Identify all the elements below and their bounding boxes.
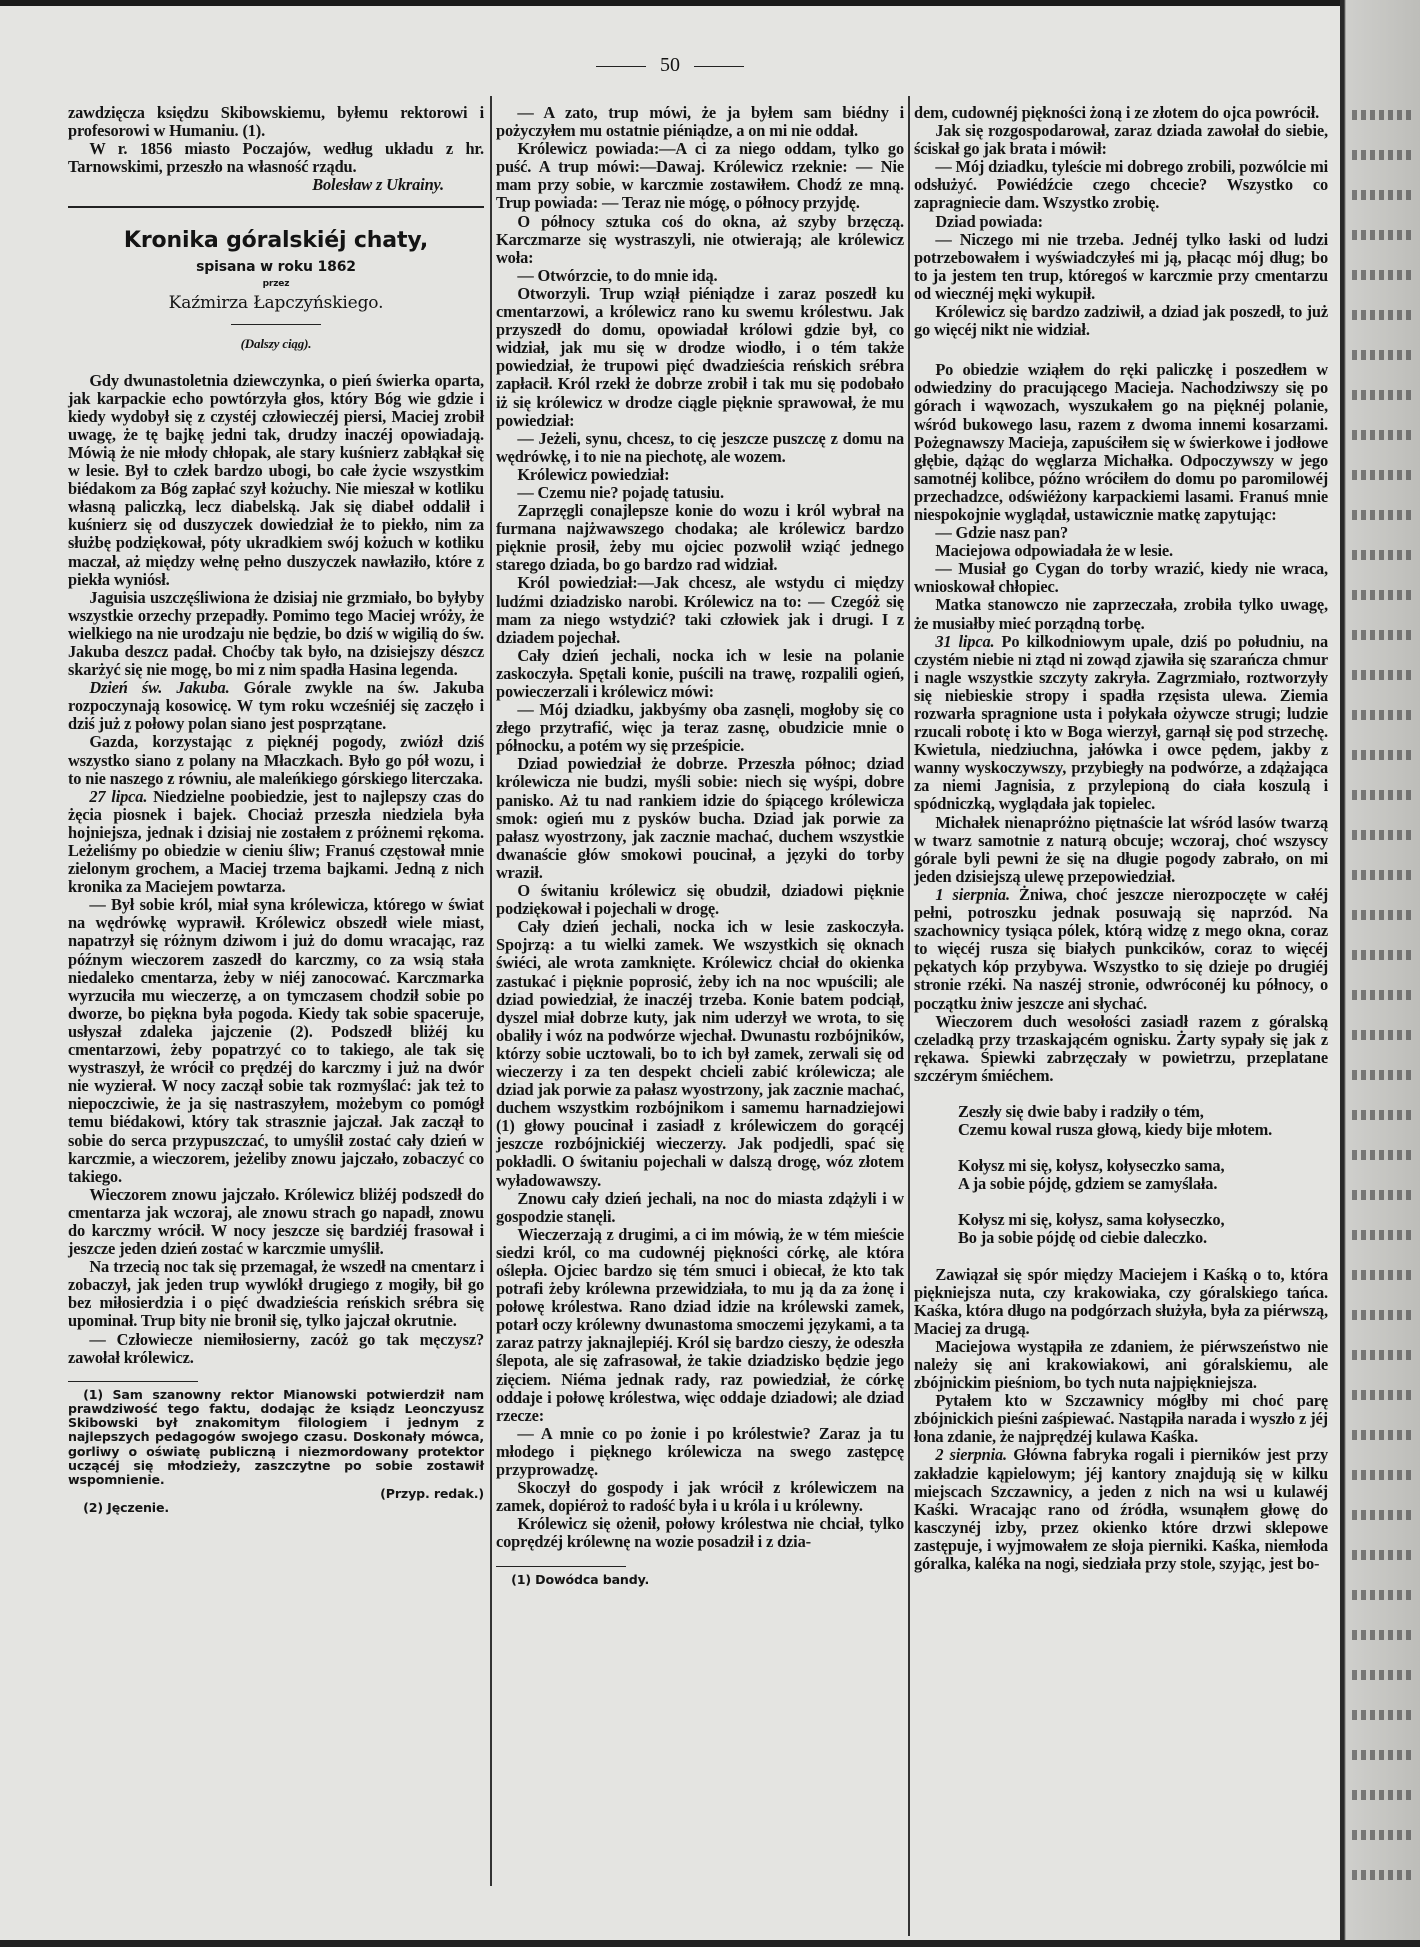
article-title: Kronika góralskiéj chaty, — [123, 228, 429, 254]
adjacent-text-fragment — [1352, 1710, 1412, 1720]
paragraph — [68, 104, 484, 140]
paragraph — [914, 814, 1328, 886]
page-number-text: 50 — [660, 54, 680, 76]
paragraph — [496, 918, 904, 1189]
paragraph-text: Jaguisia uszczęśliwiona że dzisiaj nie grzmiało, bo byłyby wszystkie orzechy przepadły. Pomimo tego Maciej wróży, że wielkiego na nie urodzaju nie będzie, bo dziś w wigilią do św. Jakuba deszcz padał. Choćby tak było, na dzisiejszy dészcz skarżyć się nie mogę, bo mi z nim spadła Hasina legenda. — [68, 587, 484, 680]
paragraph — [68, 1186, 484, 1258]
paragraph — [68, 679, 484, 733]
verse-line: Bo ja sobie pójdę od ciebie daleczko. — [958, 1228, 1207, 1248]
paragraph-text: Wieczorem znowu jajczało. Królewicz bliżéj podszedł do cmentarza jak wczoraj, ale znowu strach go napadł, znowu do karczmy wrócił. W nocy jeszcze się bardziéj frasował i jeszcze jeden dzień zostać w karczmie umyślił. — [68, 1184, 484, 1259]
paragraph — [914, 361, 1328, 524]
paragraph — [496, 484, 904, 502]
paragraph — [914, 886, 1328, 1013]
verse-gap — [914, 1139, 1328, 1157]
paragraph — [496, 466, 904, 484]
paragraph-text: Maciejowa odpowiadała że w lesie. — [935, 541, 1173, 561]
paragraph-text: — Człowiecze niemiłosierny, zacóż go tak męczysz? zawołał królewicz. — [68, 1329, 484, 1367]
adjacent-text-fragment — [1352, 350, 1412, 360]
paragraph — [68, 1501, 484, 1515]
adjacent-text-fragment — [1352, 430, 1412, 440]
adjacent-text-fragment — [1352, 590, 1412, 600]
paragraph-text: Otworzyli. Trup wziął piéniądze i zaraz poszedł ku cmentarzowi, a królewicz rano ku swemu królestwu. Jak przyszedł do domu, opowiadał królowi gdzie był, co widział, jak mu się w drodze wiodło, i o tém także powiedział, że trupowi pięć dwadzieścia reńskich srébra zapłacił. Król rzekł że dobrze zrobił i tak mu się podobało iż się królewicz w drodze ciągle pięknie sprawował, że mu powiedział: — [496, 283, 904, 430]
signature: Bolesław z Ukrainy. — [312, 175, 444, 195]
song-verses — [914, 1085, 1328, 1266]
verse-line: A ja sobie pójdę, gdziem se zamyślała. — [958, 1174, 1218, 1194]
paragraph — [914, 1338, 1328, 1392]
paragraph — [914, 524, 1328, 542]
paragraph-text: zawdzięcza księdzu Skibowskiemu, byłemu rektorowi i profesorowi w Humaniu. (1). — [68, 103, 484, 141]
paragraph-text: W r. 1856 miasto Poczajów, według układu z hr. Tarnowskimi, przeszło na własność rządu. — [68, 139, 484, 177]
adjacent-text-fragment — [1352, 1790, 1412, 1800]
adjacent-text-fragment — [1352, 710, 1412, 720]
adjacent-text-fragment — [1352, 1230, 1412, 1240]
adjacent-text-fragment — [1352, 1590, 1412, 1600]
paragraph — [68, 733, 484, 787]
footnote-rule — [496, 1566, 626, 1567]
paragraph — [496, 1515, 904, 1551]
paragraph — [68, 1388, 484, 1487]
paragraph-text: — Mój dziadku, jakbyśmy oba zasnęli, mogłoby się co złego przytrafić, więc ja teraz zasnę, obudzicie mnie o północku, a potém wy się prześpicie. — [496, 700, 904, 756]
column-divider — [908, 96, 910, 1936]
adjacent-text-fragment — [1352, 150, 1412, 160]
paragraph-text: — Czemu nie? pojadę tatusiu. — [517, 482, 724, 502]
paragraph — [496, 701, 904, 755]
paragraph — [914, 596, 1328, 632]
paragraph — [496, 267, 904, 285]
verse-gap — [914, 1085, 1328, 1103]
paragraph-text: — Gdzie nasz pan? — [935, 523, 1069, 543]
paragraph-text: Dziad powiedział że dobrze. Przeszła północ; dziad królewicza nie budzi, myśli sobie: niech się wyśpi, dobre panisko. Aż tu nad rankiem idzie do śpiącego królewicza smok: ogień mu z pysków bucha. Dziad jak porwie za pałasz wyostrzony, jak zacznie machać, duchem wszystkie dwanaście głów smokowi poucinał, a języki do torby wraził. — [496, 754, 904, 882]
paragraph-text: Królewicz powiedział: — [517, 464, 670, 484]
adjacent-text-fragment — [1352, 1870, 1412, 1880]
heading-rule — [231, 324, 321, 325]
paragraph-text: Michałek nienapróżno piętnaście lat wśród lasów twarzą w twarz samotnie z naturą obcuje; wczoraj, choć wszyscy górale byli pewni że się na długie pogody zabrało, on mi jeden dzisiejszą ulewę przepowiedział. — [914, 812, 1328, 886]
verse-line: Kołysz mi się, kołysz, kołyseczko sama, — [958, 1156, 1225, 1176]
paragraph — [496, 502, 904, 574]
paragraph-text: Po kilkodniowym upale, dziś po południu, na czystém niebie ni ztąd ni zowąd zjawiła się szarańcza chmur i nagle wszystkie szczyty zakryła. Zagrzmiało, roztworzyły się niebieskie stropy i spadła rzęsista ulewa. Ziemia rozwarła spragnione usta i połykała ożywcze strugi; ludzie rzucali robotę i kto w Boga wierzył, garnął się pod strzechę. Kwietula, niedziuchna, jałówka i owce pędem, jakby z wanny wyskoczywszy, przybiegły na podwórze, a zdążająca za niemi Jagnisia, z przylepioną do ciała koszulą i spódniczką, wyglądała jak topielec. — [914, 631, 1328, 814]
column-divider — [490, 96, 492, 1886]
paragraph-text: — Otwórzcie, to do mnie idą. — [517, 265, 718, 285]
article-by: przez — [262, 279, 290, 290]
adjacent-text-fragment — [1352, 1270, 1412, 1280]
paragraph — [496, 430, 904, 466]
adjacent-text-fragment — [1352, 1630, 1412, 1640]
paragraph-text: Główna fabryka rogali i pierników jest przy zakładzie kąpielowym; jéj kantory znajdują się w kilku miejscach Szczawnicy, a jeden z nich na wsi u kulawéj Kaśki. Wracając rano od źródła, wsunąłem głowę do kasczynéj izby, przez okienko które drzwi sklepowe zastępuje, i wyjmowałem ze słoja pierniki. Kaśka, niemłoda góralka, kaléka na nogi, siedziała przy stole, szyjąc, jest bo- — [914, 1445, 1328, 1574]
article-subtitle: spisana w roku 1862 — [196, 259, 356, 276]
paragraph — [496, 1190, 904, 1226]
article-body — [914, 1266, 1328, 1574]
paragraph-text: — Był sobie król, miał syna królewicza, którego w świat na wędrówkę wyprawił. Królewicz obszedł wiele miast, napatrzył się różnym dziwom i już do domu wracając, raz późnym wieczorem zaszedł do karczmy, co za wsią stała niedaleko cmentarza, żeby w niéj zanocować. Karczmarka wyrzuciła mu wieczerzę, a on tymczasem chodził sobie po dworze, bo piękna była pogoda. Kiedy tak sobie spaceruje, usłyszał zdaleka jajczenie (2). Podszedł bliżéj ku cmentarzowi, żeby popatrzyć co to takiego, ale tak się wystraszył, że wrócił co prędzéj do karczmy i już na dwór nie wyzierał. W nocy zaczął sobie tak rozmyślać: jak też to niepoczciwie, że ja się nastraszyłem, możebym co pomógł temu biédakowi, który tak strasznie jajczał. Jak zaczął to sobie do serca przypuszczać, to umyślił zostać cały dzień w karczmie, a wieczorem, jeżeliby znowu jajczało, zobaczyć co takiego. — [68, 895, 484, 1186]
paragraph — [68, 1331, 484, 1367]
paragraph — [914, 1446, 1328, 1573]
paragraph — [496, 213, 904, 267]
adjacent-page-edge — [1340, 0, 1420, 1947]
paragraph-text: O świtaniu królewicz się obudził, dziadowi pięknie podziękował i pojechali w drogę. — [496, 881, 904, 919]
adjacent-text-fragment — [1352, 670, 1412, 680]
paragraph-text: (1) Dowódca bandy. — [511, 1571, 650, 1587]
paragraph — [914, 633, 1328, 814]
adjacent-text-fragment — [1352, 830, 1412, 840]
paragraph-text: Matka stanowczo nie zaprzeczała, zrobiła tylko uwagę, że musiałby mieć porządną torbę. — [914, 595, 1328, 633]
adjacent-text-fragment — [1352, 1070, 1412, 1080]
paragraph-text: Znowu cały dzień jechali, na noc do miasta zdążyli i w gospodzie stanęli. — [496, 1188, 904, 1226]
paragraph — [496, 285, 904, 430]
adjacent-text-fragment — [1352, 870, 1412, 880]
column-1 — [68, 104, 484, 1516]
paragraph — [496, 647, 904, 701]
adjacent-text-fragment — [1352, 1750, 1412, 1760]
paragraph-text: Królewicz się ożenił, połowy królestwa nie chciał, tylko coprędzéj królewnę na wozie posadził i z dzia- — [496, 1514, 904, 1552]
page-number-rule-right — [694, 66, 744, 67]
paragraph — [496, 140, 904, 212]
paragraph-text: Wieczerzają z drugimi, a ci im mówią, że w tém mieście siedzi król, co ma cudownéj piękności córkę, ale która oślepła. Ojciec bardzo się tém smuci i obiecał, że kto tak potrafi żeby królewna przewidziała, to mu ją da za żonę i połowę królestwa. Rano dziad idzie na królewski zamek, potarł oczy królewny dwunastoma smoczemi językami, a ta zaraz patrzy jaknajlepiéj. Król się bardzo cieszy, że odeszła ślepota, ale się zafrasował, że takie dziadzisko będzie jego zięciem. Niéma jednak rady, raz powiedział, że córkę oddaje i połowę królestwa, więc oddaje dziadowi; ale dziad rzecze: — [496, 1224, 904, 1425]
paragraph — [914, 1266, 1328, 1338]
adjacent-text-fragment — [1352, 1110, 1412, 1120]
paragraph — [496, 104, 904, 140]
adjacent-text-fragment — [1352, 750, 1412, 760]
paragraph — [68, 896, 484, 1186]
adjacent-text-fragment — [1352, 1830, 1412, 1840]
adjacent-text-fragment — [1352, 1550, 1412, 1560]
adjacent-text-fragment — [1352, 1030, 1412, 1040]
adjacent-text-fragment — [1352, 510, 1412, 520]
verse-gap — [914, 1193, 1328, 1211]
paragraph-text: Po obiedzie wziąłem do ręki paliczkę i poszedłem w odwiedziny do pracującego Macieja. Nachodziwszy się po górach i wąwozach, wyszukałem go na pięknéj polanie, wśród bukowego lasu, razem z dwoma innemi kosarzami. Pożegnawszy Macieja, zapuściłem się w świerkowe i jodłowe głębie, dążąc do węglarza Michałka. Odpoczywszy w jego samotnéj kolibce, późno wróciłem do domu po paromilowéj przechadzce, odświéżony karpackiemi lasami. Franuś mnie niespokojnie wyglądał, ustawicznie matkę zapytując: — [914, 360, 1328, 524]
paragraph-text: Zaprzęgli conajlepsze konie do wozu i król wybrał na furmana najżwawszego chodaka; ale królewicz bardzo pięknie prosił, żeby mu ojciec pozwolił wziąć jednego starego dziada, bo go bardzo rad widział. — [496, 501, 904, 575]
adjacent-text-fragment — [1352, 1190, 1412, 1200]
paragraph — [914, 560, 1328, 596]
paragraph-text: — Jeżeli, synu, chcesz, to cię jeszcze puszczę z domu na wędrówkę, i to nie na piechotę, ale wozem. — [496, 428, 904, 466]
footnotes — [496, 1573, 904, 1587]
footnote-rule — [68, 1381, 198, 1382]
verse-line: Czemu kowal rusza głową, kiedy bije młotem. — [958, 1120, 1273, 1140]
paragraph-text: Cały dzień jechali, nocka ich w lesie na polanie zaskoczyła. Spętali konie, puścili na trawę, rozpalili ogień, powieczerzali i królewicz mówi: — [496, 645, 904, 701]
paragraph-text: (1) Sam szanowny rektor Mianowski potwierdził nam prawdziwość tego faktu, dodając że ksiądz Leonczyusz Skibowski był znakomitym filologiem i jednym z najlepszych pedagogów swojego czasu. Doskonały mówca, gorliwy o oświatę publiczną i niezmordowany protektor uczącéj się młodzieży, zaszczytne po sobie zostawił wspomnienie. — [68, 1386, 484, 1487]
paragraph — [914, 303, 1328, 339]
adjacent-text-fragment — [1352, 790, 1412, 800]
paragraph-text: Niedzielne poobiedzie, jest to najlepszy czas do żęcia piosnek i bajek. Chociaż przeszła niedziela była hojniejsza, jednak i dzisiaj nie zostałem z próżnemi rękoma. Leżeliśmy po obiedzie w cieniu śliw; Franuś częstował mnie zielonym grochem, a Maciej trzema bajkami. Jedną z nich kronika za Maciejem powtarza. — [68, 786, 484, 897]
paragraph — [68, 1258, 484, 1330]
adjacent-text-fragment — [1352, 1350, 1412, 1360]
paragraph-text: Pytałem kto w Szczawnicy mógłby mi choć parę zbójnickich pieśni zaśpiewać. Nastąpiła narada i wyszło z jéj łona zdanie, że najprędzéj kulawa Kaśka. — [914, 1391, 1328, 1447]
paragraph-text: dem, cudownéj piękności żoną i ze złotem do ojca powrócił. — [914, 103, 1320, 122]
section-gap — [914, 339, 1328, 361]
paragraph — [68, 140, 484, 176]
paragraph — [496, 1573, 904, 1587]
paragraph — [496, 882, 904, 918]
paragraph-text: Dziad powiada: — [935, 211, 1043, 231]
adjacent-text-fragment — [1352, 1430, 1412, 1440]
paragraph-text: Skoczył do gospody i jak wrócił z królewiczem na zamek, dopiéroż to radość była i u króla i u królewny. — [496, 1478, 904, 1516]
article-body — [68, 372, 484, 1367]
article-heading — [68, 226, 484, 316]
paragraph — [914, 231, 1328, 303]
paragraph-text: Gazda, korzystając z pięknéj pogody, zwiózł dziś wszystko siano z polany na Młaczkach. Było go pół wozu, i to nie naszego z równiu, ale maleńkiego górskiego literczaka. — [68, 732, 484, 788]
paragraph — [914, 158, 1328, 212]
adjacent-text-fragment — [1352, 990, 1412, 1000]
column-3 — [914, 104, 1328, 1573]
paragraph-text: Jak się rozgospodarował, zaraz dziada zawołał do siebie, ściskał go jak brata i mówił: — [914, 121, 1328, 159]
paragraph-text: Wieczorem duch wesołości zasiadł razem z góralską czeladką przy trzaskającém ognisku. Żarty sypały się jak z rękawa. Śpiewki zabrzęczały w powietrzu, przeplatane szczérym śmiéchem. — [914, 1011, 1328, 1085]
paragraph-text: Na trzecią noc tak się przemagał, że wszedł na cmentarz i zobaczył, jak jeden trup wywlókł drugiego z mogiły, bił go bez miłosierdzia i o pięć dwadzieścia reńskich srébra się upominał. Trup bity nie bronił się, tylko jajczał okrutnie. — [68, 1257, 484, 1331]
paragraph-text: O północy sztuka coś do okna, aż szyby brzęczą. Karczmarze się wystraszyli, nie otwierają; ale królewicz woła: — [496, 211, 904, 267]
adjacent-text-fragment — [1352, 1510, 1412, 1520]
paragraph-text: Królewicz powiada:—A ci za niego oddam, tylko go puść. A trup mówi:—Dawaj. Królewicz rzeknie: — Nie mam przy sobie, w karczmie zostawiłem. Chodź ze mną. Trup powiada: — Teraz nie mógę, o północy przyjdę. — [496, 139, 904, 213]
paragraph-text: — A zato, trup mówi, że ja byłem sam biédny i pożyczyłem mu ostatnie piéniądze, a on mi nie oddał. — [496, 103, 904, 141]
paragraph — [68, 372, 484, 589]
paragraph-text: Cały dzień jechali, nocka ich w lesie zaskoczyła. Spojrzą: a tu wielki zamek. We wszystkich się oknach świéci, ale wrota zamknięte. Królewicz chciał do okienka zastukać i pięknie poprosić, żeby ich na noc wpuścili; ale dziad powiedział, że inaczéj trzeba. Konie batem podciął, dyszel miał dobrze kuty, jak nim uderzył we wrota, to się obaliły i wóz na podwórze wjechał. Dwunastu rozbójników, którzy sobie ucztowali, bo to ich był zamek, zerwali się od wieczerzy i za ten despekt chcieli zabić królewicza; ale dziad jak porwie za pałasz wyostrzony, jak zacznie machać, duchem wszystkim rozbójnikom i samemu harnadziejowi (1) głowy poucinał i zasiadł z królewiczem do gorącéj jeszcze rozbójnickiéj wieczerzy. Jak podjedli, spać się pokładli. O świtaniu pojechali w dalszą drogę, wóz złotem wyładowawszy. — [496, 917, 904, 1190]
paragraph-text: (2) Jęczenie. — [83, 1500, 169, 1516]
footnotes — [68, 1388, 484, 1516]
adjacent-text-fragment — [1352, 1470, 1412, 1480]
adjacent-text-fragment — [1352, 110, 1412, 120]
date-lead: Dzień św. Jakuba. — [89, 678, 230, 698]
adjacent-text-fragment — [1352, 270, 1412, 280]
page-number-rule-left — [596, 66, 646, 67]
column-2 — [496, 104, 904, 1587]
paragraph-text: (Przyp. redak.) — [380, 1486, 484, 1502]
date-lead: 31 lipca. — [935, 631, 995, 651]
paragraph — [496, 1479, 904, 1515]
page-number — [0, 54, 1340, 77]
continued-note: (Dalszy ciąg). — [240, 336, 312, 352]
article-author: Kaźmirza Łapczyńskiego. — [168, 293, 384, 314]
paragraph-text: Gdy dwunastoletnia dziewczynka, o pień świerka oparta, jak karpackie echo powtórzyła głos, który Bóg wie gdzie i kiedy wydobył się z czystéj człowieczéj piersi, Maciej zrobił uwagę, że tę bajkę jedni tak, drudzy inaczéj opowiadają. Mówią że nie młody chłopak, ale stary kuśnierz zabłąkał się w lesie. Był to człek bardzo ubogi, bo całe życie wszystkim biédakom za Bóg zapłać szył kożuchy. Nie mieszał w kotliku własną paliczką, lecz diabelską. Jak się diabeł oddalił i kuśnierz się od duszyczek dowiedział że to piekło, nim za służbę podziękował, póty ukradkiem swój kożuch w kotliku maczał, aż między wełnę pełno duszyczek nawłaziło, które z piekła wyniósł. — [68, 370, 484, 589]
date-lead: 27 lipca. — [89, 786, 148, 806]
adjacent-text-fragment — [1352, 630, 1412, 640]
article-body — [914, 104, 1328, 339]
verse-line: Zeszły się dwie baby i radziły o tém, — [958, 1101, 1204, 1121]
adjacent-text-fragment — [1352, 470, 1412, 480]
verse-gap — [914, 1248, 1328, 1266]
adjacent-text-fragment — [1352, 1390, 1412, 1400]
adjacent-text-fragment — [1352, 550, 1412, 560]
paragraph-text: — Mój dziadku, tyleście mi dobrego zrobili, pozwólcie mi odsłużyć. Powiédźcie czego chcecie? Wszystko co zapragniecie dam. Wszystko zrobię. — [914, 157, 1328, 213]
paragraph — [496, 1425, 904, 1479]
adjacent-text-fragment — [1352, 230, 1412, 240]
date-lead: 1 sierpnia. — [935, 884, 1010, 904]
intro-paragraphs — [68, 104, 484, 176]
verse-line: Kołysz mi się, kołysz, sama kołyseczko, — [958, 1210, 1225, 1230]
paragraph — [496, 574, 904, 646]
adjacent-text-fragment — [1352, 910, 1412, 920]
article-body — [496, 104, 904, 1552]
paragraph-text: — Musiał go Cygan do torby wrazić, kiedy nie wraca, wnioskował chłopiec. — [914, 559, 1328, 597]
adjacent-text-fragment — [1352, 390, 1412, 400]
adjacent-text-fragment — [1352, 950, 1412, 960]
scan-edge-top — [0, 0, 1420, 6]
paragraph — [914, 1392, 1328, 1446]
paragraph-text: Zawiązał się spór między Maciejem i Kaśką o to, która piękniejsza nuta, czy krakowiaka, czy góralskiego tańca. Kaśka, która długo na podgórzach służyła, była za piérwszą, Maciej za drugą. — [914, 1264, 1328, 1338]
paragraph — [496, 755, 904, 882]
paragraph — [496, 1226, 904, 1425]
section-divider — [68, 206, 484, 208]
adjacent-text-fragment — [1352, 190, 1412, 200]
paragraph-text: Górale zwykle na św. Jakuba rozpoczynają kosowicę. W tym roku wcześniéj się zaczęło i dziś już z połowy polan siano jest posprzątane. — [68, 678, 485, 734]
paragraph — [914, 1013, 1328, 1085]
paragraph — [68, 589, 484, 679]
paragraph — [914, 104, 1328, 122]
paragraph-text: — Niczego mi nie trzeba. Jednéj tylko łaski od ludzi potrzebowałem i wyświadczyłeś mi ją, płacąc mój dług; bo to ja jestem ten trup, któregoś w karczmie przy cmentarzu od wiecznéj męki wykupił. — [914, 229, 1328, 303]
article-body — [914, 361, 1328, 1085]
paragraph-text: Maciejowa wystąpiła ze zdaniem, że piérwszeństwo nie należy się ani krakowiakowi, ani góralskiemu, ale zbójnickim pieśniom, bo tych nuta najpiękniejsza. — [914, 1336, 1328, 1393]
adjacent-text-fragment — [1352, 310, 1412, 320]
paragraph — [914, 213, 1328, 231]
paragraph — [914, 542, 1328, 560]
adjacent-text-fragment — [1352, 1670, 1412, 1680]
paragraph — [914, 122, 1328, 158]
paragraph-text: — A mnie co po żonie i po królestwie? Zaraz ja tu młodego i pięknego królewicza na swego zastępcę przyprowadzę. — [496, 1423, 904, 1480]
paragraph-text: Król powiedział:—Jak chcesz, ale wstydu ci między ludźmi dziadzisko narobi. Królewicz na to: — Czegóż się mam za niego wstydzić? taki człowiek jak i drugi. I z dziadem pojechał. — [496, 573, 904, 647]
paragraph — [68, 788, 484, 897]
paragraph-text: Królewicz się bardzo zadziwił, a dziad jak poszedł, to już go więcéj nikt nie widział. — [914, 302, 1328, 340]
paragraph-text: Żniwa, choć jeszcze nierozpoczęte w całéj pełni, potroszku jednak posuwają się naprzód. Na szachownicy tysiąca pólek, którą widzę z mego okna, coraz to więcéj rusza się białych punkcików, coraz to więcéj pękatych kóp przybywa. Wszystko to się dzieje po drugiéj stronie rzéki. Na naszéj stronie, odwróconéj ku północy, o początku żniw jeszcze ani słychać. — [914, 884, 1329, 1013]
adjacent-text-fragment — [1352, 1150, 1412, 1160]
adjacent-text-fragment — [1352, 1310, 1412, 1320]
scan-edge-bottom — [0, 1940, 1420, 1947]
date-lead: 2 sierpnia. — [935, 1445, 1007, 1465]
footnote-signature — [68, 1487, 484, 1501]
